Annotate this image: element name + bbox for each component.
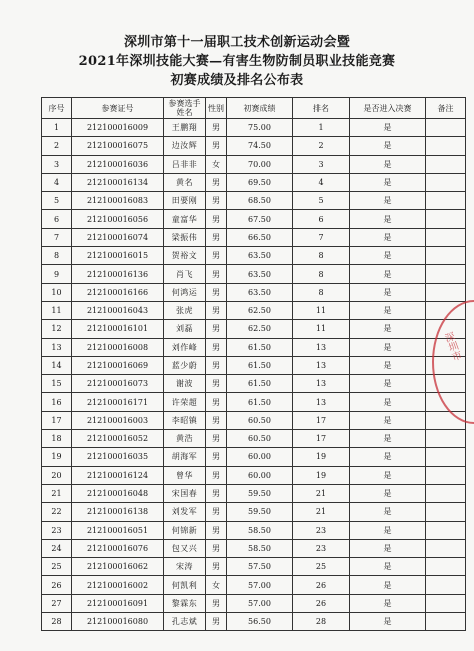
table-row — [42, 173, 466, 191]
cell-score: 69.50 — [227, 173, 293, 191]
table-row — [42, 283, 466, 301]
cell-final: 是 — [350, 137, 426, 155]
cell-final: 是 — [350, 228, 426, 246]
cell-id: 212100016015 — [72, 247, 164, 265]
cell-final: 是 — [350, 466, 426, 484]
cell-final: 是 — [350, 411, 426, 429]
cell-note — [426, 228, 466, 246]
cell-rank: 25 — [293, 558, 350, 576]
cell-note — [426, 173, 466, 191]
cell-rank: 17 — [293, 430, 350, 448]
cell-note — [426, 503, 466, 521]
table-row — [42, 265, 466, 283]
cell-score: 67.50 — [227, 210, 293, 228]
cell-sex: 男 — [206, 613, 227, 631]
cell-final: 是 — [350, 173, 426, 191]
cell-no: 14 — [42, 356, 72, 374]
table-row — [42, 320, 466, 338]
cell-rank: 6 — [293, 210, 350, 228]
cell-score: 75.00 — [227, 119, 293, 137]
table-row — [42, 375, 466, 393]
cell-sex: 男 — [206, 466, 227, 484]
cell-no: 28 — [42, 613, 72, 631]
cell-final: 是 — [350, 448, 426, 466]
cell-id: 212100016008 — [72, 338, 164, 356]
cell-note — [426, 613, 466, 631]
cell-sex: 男 — [206, 265, 227, 283]
table-body — [42, 119, 466, 631]
cell-no: 4 — [42, 173, 72, 191]
cell-final: 是 — [350, 521, 426, 539]
cell-final: 是 — [350, 247, 426, 265]
cell-rank: 8 — [293, 247, 350, 265]
cell-final: 是 — [350, 594, 426, 612]
cell-note — [426, 448, 466, 466]
cell-final: 是 — [350, 539, 426, 557]
cell-no: 11 — [42, 301, 72, 319]
cell-id: 212100016080 — [72, 613, 164, 631]
table-row — [42, 466, 466, 484]
cell-score: 62.50 — [227, 320, 293, 338]
cell-score: 61.50 — [227, 356, 293, 374]
cell-sex: 男 — [206, 320, 227, 338]
cell-no: 13 — [42, 338, 72, 356]
cell-score: 61.50 — [227, 375, 293, 393]
cell-score: 68.50 — [227, 192, 293, 210]
cell-id: 212100016166 — [72, 283, 164, 301]
cell-rank: 17 — [293, 411, 350, 429]
cell-sex: 男 — [206, 338, 227, 356]
cell-name: 许荣超 — [164, 393, 206, 411]
table-row — [42, 430, 466, 448]
cell-no: 6 — [42, 210, 72, 228]
cell-score: 60.00 — [227, 448, 293, 466]
cell-sex: 男 — [206, 558, 227, 576]
cell-no: 9 — [42, 265, 72, 283]
cell-no: 15 — [42, 375, 72, 393]
cell-final: 是 — [350, 613, 426, 631]
cell-final: 是 — [350, 210, 426, 228]
cell-name: 黎霖东 — [164, 594, 206, 612]
cell-rank: 21 — [293, 503, 350, 521]
cell-score: 63.50 — [227, 265, 293, 283]
cell-no: 20 — [42, 466, 72, 484]
cell-rank: 26 — [293, 576, 350, 594]
cell-score: 62.50 — [227, 301, 293, 319]
cell-no: 16 — [42, 393, 72, 411]
table-row — [42, 338, 466, 356]
cell-final: 是 — [350, 301, 426, 319]
cell-name: 黄名 — [164, 173, 206, 191]
cell-id: 212100016062 — [72, 558, 164, 576]
cell-note — [426, 210, 466, 228]
cell-score: 57.00 — [227, 576, 293, 594]
cell-note — [426, 119, 466, 137]
cell-score: 60.00 — [227, 466, 293, 484]
cell-final: 是 — [350, 484, 426, 502]
cell-final: 是 — [350, 393, 426, 411]
cell-rank: 8 — [293, 265, 350, 283]
cell-note — [426, 484, 466, 502]
cell-no: 2 — [42, 137, 72, 155]
cell-name: 宋涛 — [164, 558, 206, 576]
cell-name: 肖飞 — [164, 265, 206, 283]
cell-score: 74.50 — [227, 137, 293, 155]
cell-note — [426, 155, 466, 173]
cell-name: 梁振伟 — [164, 228, 206, 246]
cell-id: 212100016052 — [72, 430, 164, 448]
cell-sex: 男 — [206, 137, 227, 155]
header-no: 序号 — [42, 98, 72, 119]
cell-rank: 11 — [293, 320, 350, 338]
cell-final: 是 — [350, 558, 426, 576]
cell-final: 是 — [350, 320, 426, 338]
cell-score: 57.50 — [227, 558, 293, 576]
cell-final: 是 — [350, 375, 426, 393]
cell-rank: 26 — [293, 594, 350, 612]
cell-score: 63.50 — [227, 247, 293, 265]
cell-no: 19 — [42, 448, 72, 466]
cell-id: 212100016074 — [72, 228, 164, 246]
cell-id: 212100016056 — [72, 210, 164, 228]
table-row — [42, 393, 466, 411]
table-row — [42, 503, 466, 521]
cell-score: 58.50 — [227, 521, 293, 539]
cell-sex: 男 — [206, 119, 227, 137]
cell-name: 田要刚 — [164, 192, 206, 210]
cell-name: 胡海军 — [164, 448, 206, 466]
cell-name: 边汝辉 — [164, 137, 206, 155]
cell-id: 212100016075 — [72, 137, 164, 155]
table-row — [42, 594, 466, 612]
table-row — [42, 411, 466, 429]
cell-score: 58.50 — [227, 539, 293, 557]
cell-rank: 21 — [293, 484, 350, 502]
cell-no: 26 — [42, 576, 72, 594]
cell-no: 12 — [42, 320, 72, 338]
cell-rank: 3 — [293, 155, 350, 173]
cell-note — [426, 192, 466, 210]
cell-id: 212100016048 — [72, 484, 164, 502]
cell-sex: 男 — [206, 503, 227, 521]
cell-score: 63.50 — [227, 283, 293, 301]
cell-sex: 男 — [206, 594, 227, 612]
cell-final: 是 — [350, 576, 426, 594]
cell-rank: 8 — [293, 283, 350, 301]
cell-name: 李昭镇 — [164, 411, 206, 429]
cell-id: 212100016076 — [72, 539, 164, 557]
cell-final: 是 — [350, 283, 426, 301]
cell-id: 212100016136 — [72, 265, 164, 283]
cell-name: 包又兴 — [164, 539, 206, 557]
cell-id: 212100016134 — [72, 173, 164, 191]
cell-name: 何鸿运 — [164, 283, 206, 301]
cell-id: 212100016171 — [72, 393, 164, 411]
cell-no: 22 — [42, 503, 72, 521]
cell-name: 张虎 — [164, 301, 206, 319]
cell-score: 61.50 — [227, 338, 293, 356]
cell-id: 212100016101 — [72, 320, 164, 338]
cell-name: 刘发军 — [164, 503, 206, 521]
cell-note — [426, 466, 466, 484]
cell-no: 8 — [42, 247, 72, 265]
cell-rank: 23 — [293, 521, 350, 539]
cell-sex: 男 — [206, 393, 227, 411]
cell-name: 吕非非 — [164, 155, 206, 173]
table-row — [42, 228, 466, 246]
cell-no: 27 — [42, 594, 72, 612]
cell-rank: 1 — [293, 119, 350, 137]
cell-note — [426, 265, 466, 283]
cell-name: 童富华 — [164, 210, 206, 228]
cell-sex: 男 — [206, 301, 227, 319]
table-row — [42, 576, 466, 594]
cell-name: 曾华 — [164, 466, 206, 484]
cell-no: 7 — [42, 228, 72, 246]
header-id: 参赛证号 — [72, 98, 164, 119]
table-row — [42, 521, 466, 539]
cell-sex: 女 — [206, 155, 227, 173]
cell-score: 59.50 — [227, 503, 293, 521]
cell-id: 212100016043 — [72, 301, 164, 319]
cell-note — [426, 430, 466, 448]
cell-final: 是 — [350, 119, 426, 137]
cell-no: 23 — [42, 521, 72, 539]
cell-no: 18 — [42, 430, 72, 448]
table-row — [42, 137, 466, 155]
cell-final: 是 — [350, 503, 426, 521]
cell-no: 17 — [42, 411, 72, 429]
title-line-2: 2021年深圳技能大赛—有害生物防制员职业技能竞赛 — [78, 54, 396, 69]
cell-score: 66.50 — [227, 228, 293, 246]
cell-note — [426, 558, 466, 576]
cell-id: 212100016083 — [72, 192, 164, 210]
table-row — [42, 192, 466, 210]
table-row — [42, 613, 466, 631]
cell-id: 212100016009 — [72, 119, 164, 137]
header-sex: 性别 — [206, 98, 227, 119]
cell-sex: 男 — [206, 411, 227, 429]
table-row — [42, 558, 466, 576]
cell-name: 蓝少蔚 — [164, 356, 206, 374]
cell-rank: 2 — [293, 137, 350, 155]
cell-id: 212100016002 — [72, 576, 164, 594]
cell-sex: 男 — [206, 356, 227, 374]
cell-id: 212100016138 — [72, 503, 164, 521]
cell-id: 212100016051 — [72, 521, 164, 539]
cell-final: 是 — [350, 155, 426, 173]
table-row — [42, 155, 466, 173]
cell-note — [426, 283, 466, 301]
cell-no: 5 — [42, 192, 72, 210]
header-rank: 排名 — [293, 98, 350, 119]
cell-note — [426, 576, 466, 594]
title-line-1: 深圳市第十一届职工技术创新运动会暨 — [123, 35, 351, 50]
cell-final: 是 — [350, 265, 426, 283]
table-row — [42, 119, 466, 137]
cell-sex: 女 — [206, 576, 227, 594]
cell-no: 1 — [42, 119, 72, 137]
cell-sex: 男 — [206, 484, 227, 502]
cell-id: 212100016073 — [72, 375, 164, 393]
cell-rank: 4 — [293, 173, 350, 191]
header-name: 参赛选手 姓名 — [164, 98, 206, 119]
cell-score: 70.00 — [227, 155, 293, 173]
cell-score: 59.50 — [227, 484, 293, 502]
cell-sex: 男 — [206, 247, 227, 265]
table-row — [42, 210, 466, 228]
cell-no: 3 — [42, 155, 72, 173]
cell-sex: 男 — [206, 210, 227, 228]
results-table — [41, 97, 466, 631]
cell-no: 25 — [42, 558, 72, 576]
cell-name: 贺裕文 — [164, 247, 206, 265]
cell-rank: 13 — [293, 375, 350, 393]
cell-no: 10 — [42, 283, 72, 301]
cell-id: 212100016035 — [72, 448, 164, 466]
cell-name: 黄浩 — [164, 430, 206, 448]
cell-rank: 13 — [293, 338, 350, 356]
cell-rank: 28 — [293, 613, 350, 631]
cell-id: 212100016003 — [72, 411, 164, 429]
cell-name: 宋国春 — [164, 484, 206, 502]
title-line-3: 初赛成绩及排名公布表 — [170, 73, 304, 88]
cell-final: 是 — [350, 338, 426, 356]
cell-final: 是 — [350, 430, 426, 448]
cell-score: 60.50 — [227, 411, 293, 429]
table-row — [42, 301, 466, 319]
cell-id: 212100016124 — [72, 466, 164, 484]
table-row — [42, 539, 466, 557]
cell-note — [426, 137, 466, 155]
cell-name: 何锦新 — [164, 521, 206, 539]
seal-text: 深圳市 — [441, 331, 462, 363]
cell-rank: 13 — [293, 356, 350, 374]
cell-id: 212100016091 — [72, 594, 164, 612]
table-row — [42, 247, 466, 265]
cell-note — [426, 539, 466, 557]
cell-sex: 男 — [206, 448, 227, 466]
cell-id: 212100016036 — [72, 155, 164, 173]
cell-rank: 19 — [293, 466, 350, 484]
cell-sex: 男 — [206, 521, 227, 539]
cell-rank: 7 — [293, 228, 350, 246]
cell-sex: 男 — [206, 192, 227, 210]
cell-name: 何凯利 — [164, 576, 206, 594]
table-row — [42, 356, 466, 374]
cell-name: 谢波 — [164, 375, 206, 393]
cell-score: 61.50 — [227, 393, 293, 411]
table-row — [42, 484, 466, 502]
cell-note — [426, 521, 466, 539]
cell-note — [426, 247, 466, 265]
header-score: 初赛成绩 — [227, 98, 293, 119]
cell-note — [426, 594, 466, 612]
cell-rank: 23 — [293, 539, 350, 557]
cell-sex: 男 — [206, 228, 227, 246]
header-note: 备注 — [426, 98, 466, 119]
cell-sex: 男 — [206, 430, 227, 448]
cell-id: 212100016069 — [72, 356, 164, 374]
cell-no: 21 — [42, 484, 72, 502]
cell-name: 刘作峰 — [164, 338, 206, 356]
cell-final: 是 — [350, 192, 426, 210]
table-row — [42, 448, 466, 466]
cell-no: 24 — [42, 539, 72, 557]
cell-rank: 13 — [293, 393, 350, 411]
cell-name: 王鹏翔 — [164, 119, 206, 137]
cell-sex: 男 — [206, 173, 227, 191]
cell-rank: 19 — [293, 448, 350, 466]
cell-sex: 男 — [206, 539, 227, 557]
header-final: 是否进入决赛 — [350, 98, 426, 119]
cell-final: 是 — [350, 356, 426, 374]
cell-name: 刘磊 — [164, 320, 206, 338]
cell-sex: 男 — [206, 375, 227, 393]
table-header — [42, 98, 466, 119]
cell-score: 57.00 — [227, 594, 293, 612]
cell-sex: 男 — [206, 283, 227, 301]
cell-score: 60.50 — [227, 430, 293, 448]
cell-name: 孔志斌 — [164, 613, 206, 631]
cell-score: 56.50 — [227, 613, 293, 631]
cell-rank: 11 — [293, 301, 350, 319]
cell-rank: 5 — [293, 192, 350, 210]
